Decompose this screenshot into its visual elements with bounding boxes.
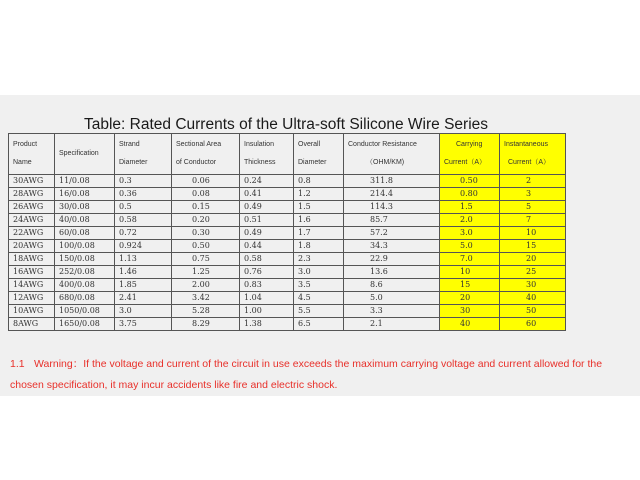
cell-resistance: 2.1 xyxy=(344,318,440,331)
cell-insulation-thickness: 0.49 xyxy=(240,201,294,214)
table-row xyxy=(9,227,566,240)
cell-carrying-current: 0.50 xyxy=(440,175,500,188)
cell-insulation-thickness: 0.41 xyxy=(240,188,294,201)
cell-carrying-current: 30 xyxy=(440,305,500,318)
cell-specification: 252/0.08 xyxy=(55,266,115,279)
cell-sectional-area: 2.00 xyxy=(172,279,240,292)
cell-instantaneous-current: 20 xyxy=(500,253,566,266)
cell-resistance: 85.7 xyxy=(344,214,440,227)
header-strand: Strand Diameter xyxy=(115,134,172,175)
cell-resistance: 22.9 xyxy=(344,253,440,266)
cell-product-name: 20AWG xyxy=(9,240,55,253)
cell-resistance: 311.8 xyxy=(344,175,440,188)
header-specification: Specification xyxy=(55,134,115,175)
cell-specification: 60/0.08 xyxy=(55,227,115,240)
header-instantaneous-current: Instantaneous Current（A） xyxy=(500,134,566,175)
table-row xyxy=(9,318,566,331)
cell-sectional-area: 0.75 xyxy=(172,253,240,266)
cell-resistance: 34.3 xyxy=(344,240,440,253)
cell-overall-diameter: 1.7 xyxy=(294,227,344,240)
cell-specification: 30/0.08 xyxy=(55,201,115,214)
cell-instantaneous-current: 60 xyxy=(500,318,566,331)
cell-overall-diameter: 1.2 xyxy=(294,188,344,201)
table-row xyxy=(9,188,566,201)
cell-sectional-area: 0.30 xyxy=(172,227,240,240)
header-sectional-area: Sectional Area of Conductor xyxy=(172,134,240,175)
cell-sectional-area: 0.15 xyxy=(172,201,240,214)
cell-instantaneous-current: 3 xyxy=(500,188,566,201)
cell-sectional-area: 0.08 xyxy=(172,188,240,201)
cell-resistance: 8.6 xyxy=(344,279,440,292)
cell-carrying-current: 2.0 xyxy=(440,214,500,227)
warning-note xyxy=(10,354,636,396)
cell-specification: 40/0.08 xyxy=(55,214,115,227)
cell-overall-diameter: 1.8 xyxy=(294,240,344,253)
cell-specification: 1050/0.08 xyxy=(55,305,115,318)
cell-instantaneous-current: 30 xyxy=(500,279,566,292)
cell-product-name: 14AWG xyxy=(9,279,55,292)
cell-specification: 11/0.08 xyxy=(55,175,115,188)
header-overall: Overall Diameter xyxy=(294,134,344,175)
cell-sectional-area: 1.25 xyxy=(172,266,240,279)
cell-insulation-thickness: 0.51 xyxy=(240,214,294,227)
cell-sectional-area: 3.42 xyxy=(172,292,240,305)
cell-carrying-current: 40 xyxy=(440,318,500,331)
header-carrying-current: Carrying Current（A） xyxy=(440,134,500,175)
cell-strand-diameter: 3.0 xyxy=(115,305,172,318)
cell-insulation-thickness: 0.24 xyxy=(240,175,294,188)
cell-insulation-thickness: 0.76 xyxy=(240,266,294,279)
cell-strand-diameter: 1.85 xyxy=(115,279,172,292)
table-row xyxy=(9,214,566,227)
cell-specification: 400/0.08 xyxy=(55,279,115,292)
cell-carrying-current: 15 xyxy=(440,279,500,292)
header-product: Product Name xyxy=(9,134,55,175)
cell-carrying-current: 10 xyxy=(440,266,500,279)
cell-instantaneous-current: 15 xyxy=(500,240,566,253)
cell-overall-diameter: 4.5 xyxy=(294,292,344,305)
cell-strand-diameter: 0.3 xyxy=(115,175,172,188)
header-insulation: Insulation Thickness xyxy=(240,134,294,175)
cell-product-name: 26AWG xyxy=(9,201,55,214)
cell-instantaneous-current: 25 xyxy=(500,266,566,279)
table-header-row xyxy=(9,134,566,175)
cell-product-name: 22AWG xyxy=(9,227,55,240)
cell-overall-diameter: 6.5 xyxy=(294,318,344,331)
cell-carrying-current: 3.0 xyxy=(440,227,500,240)
cell-instantaneous-current: 7 xyxy=(500,214,566,227)
cell-insulation-thickness: 0.44 xyxy=(240,240,294,253)
cell-insulation-thickness: 0.58 xyxy=(240,253,294,266)
table-row xyxy=(9,279,566,292)
cell-specification: 150/0.08 xyxy=(55,253,115,266)
cell-product-name: 28AWG xyxy=(9,188,55,201)
cell-specification: 1650/0.08 xyxy=(55,318,115,331)
cell-instantaneous-current: 5 xyxy=(500,201,566,214)
cell-resistance: 57.2 xyxy=(344,227,440,240)
table-row xyxy=(9,240,566,253)
cell-product-name: 10AWG xyxy=(9,305,55,318)
cell-specification: 16/0.08 xyxy=(55,188,115,201)
cell-sectional-area: 0.06 xyxy=(172,175,240,188)
cell-resistance: 13.6 xyxy=(344,266,440,279)
cell-product-name: 24AWG xyxy=(9,214,55,227)
table-row xyxy=(9,201,566,214)
cell-instantaneous-current: 40 xyxy=(500,292,566,305)
warning-number: 1.1 xyxy=(10,358,25,370)
cell-specification: 100/0.08 xyxy=(55,240,115,253)
cell-resistance: 3.3 xyxy=(344,305,440,318)
cell-strand-diameter: 1.13 xyxy=(115,253,172,266)
cell-strand-diameter: 3.75 xyxy=(115,318,172,331)
cell-carrying-current: 5.0 xyxy=(440,240,500,253)
cell-strand-diameter: 1.46 xyxy=(115,266,172,279)
cell-resistance: 214.4 xyxy=(344,188,440,201)
cell-strand-diameter: 2.41 xyxy=(115,292,172,305)
cell-product-name: 8AWG xyxy=(9,318,55,331)
table-row xyxy=(9,266,566,279)
cell-instantaneous-current: 50 xyxy=(500,305,566,318)
cell-product-name: 12AWG xyxy=(9,292,55,305)
rated-currents-table xyxy=(8,133,566,331)
cell-sectional-area: 5.28 xyxy=(172,305,240,318)
cell-insulation-thickness: 0.49 xyxy=(240,227,294,240)
cell-instantaneous-current: 10 xyxy=(500,227,566,240)
cell-insulation-thickness: 1.38 xyxy=(240,318,294,331)
cell-instantaneous-current: 2 xyxy=(500,175,566,188)
cell-strand-diameter: 0.72 xyxy=(115,227,172,240)
cell-strand-diameter: 0.5 xyxy=(115,201,172,214)
cell-carrying-current: 1.5 xyxy=(440,201,500,214)
cell-insulation-thickness: 0.83 xyxy=(240,279,294,292)
header-resistance: Conductor Resistance （OHM/KM) xyxy=(344,134,440,175)
cell-carrying-current: 7.0 xyxy=(440,253,500,266)
cell-strand-diameter: 0.58 xyxy=(115,214,172,227)
cell-carrying-current: 0.80 xyxy=(440,188,500,201)
cell-sectional-area: 8.29 xyxy=(172,318,240,331)
cell-product-name: 18AWG xyxy=(9,253,55,266)
cell-product-name: 16AWG xyxy=(9,266,55,279)
cell-resistance: 114.3 xyxy=(344,201,440,214)
table-row xyxy=(9,292,566,305)
table-body xyxy=(9,175,566,331)
cell-insulation-thickness: 1.04 xyxy=(240,292,294,305)
cell-overall-diameter: 3.0 xyxy=(294,266,344,279)
cell-insulation-thickness: 1.00 xyxy=(240,305,294,318)
table-row xyxy=(9,175,566,188)
cell-overall-diameter: 5.5 xyxy=(294,305,344,318)
table-title: Table: Rated Currents of the Ultra-soft Silicone Wire Series xyxy=(84,116,489,133)
cell-sectional-area: 0.20 xyxy=(172,214,240,227)
cell-carrying-current: 20 xyxy=(440,292,500,305)
cell-product-name: 30AWG xyxy=(9,175,55,188)
cell-overall-diameter: 1.5 xyxy=(294,201,344,214)
cell-strand-diameter: 0.924 xyxy=(115,240,172,253)
cell-overall-diameter: 1.6 xyxy=(294,214,344,227)
cell-overall-diameter: 3.5 xyxy=(294,279,344,292)
cell-strand-diameter: 0.36 xyxy=(115,188,172,201)
cell-sectional-area: 0.50 xyxy=(172,240,240,253)
cell-specification: 680/0.08 xyxy=(55,292,115,305)
cell-resistance: 5.0 xyxy=(344,292,440,305)
cell-overall-diameter: 0.8 xyxy=(294,175,344,188)
table-row xyxy=(9,305,566,318)
warning-text: Warning：If the voltage and current of the circuit in use exceeds the maximum carrying voltage and current allowed for the chosen specification, it may incur accidents like fire and electric shock. xyxy=(10,358,603,391)
table-row xyxy=(9,253,566,266)
cell-overall-diameter: 2.3 xyxy=(294,253,344,266)
